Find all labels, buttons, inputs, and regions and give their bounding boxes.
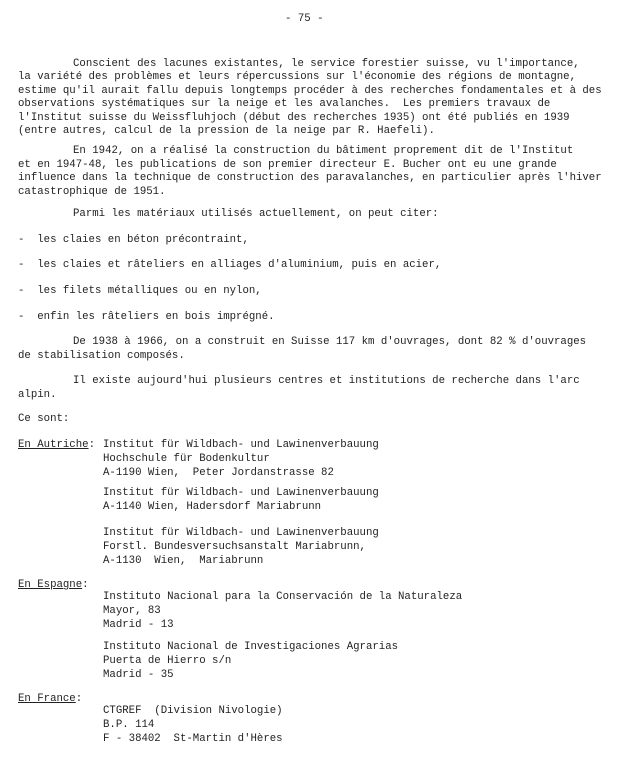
address-line: Instituto Nacional de Investigaciones Agrarias: [103, 641, 399, 653]
address-line: Institut für Wildbach- und Lawinenverbauung: [103, 487, 379, 499]
text-line: Il existe aujourd'hui plusieurs centres et institutions de recherche dans l'arc: [73, 375, 580, 387]
country-heading: [18, 439, 95, 451]
text-line: et en 1947-48, les publications de son premier directeur E. Bucher ont eu une grande: [18, 159, 557, 171]
colon: :: [82, 579, 89, 591]
address-line: F - 38402 St-Martin d'Hères: [103, 733, 283, 745]
address-line: Madrid - 35: [103, 669, 174, 681]
country-label: En Espagne: [18, 579, 83, 591]
text-line: estime qu'il aurait fallu depuis longtemps procéder à des recherches fondamentales et à des: [18, 85, 602, 97]
text-line: l'Institut suisse du Weissfluhjoch (début des recherches 1935) ont été publiés en 1939: [18, 112, 570, 124]
address-line: B.P. 114: [103, 719, 155, 731]
address-line: Forstl. Bundesversuchsanstalt Mariabrunn,: [103, 541, 366, 553]
text-line: En 1942, on a réalisé la construction du bâtiment proprement dit de l'Institut: [73, 145, 574, 157]
country-label: En France: [18, 693, 76, 705]
text-line: De 1938 à 1966, on a construit en Suisse 117 km d'ouvrages, dont 82 % d'ouvrages: [73, 336, 587, 348]
address-line: A-1130 Wien, Mariabrunn: [103, 555, 264, 567]
address-line: Hochschule für Bodenkultur: [103, 453, 270, 465]
text-line: influence dans la technique de construction des paravalanches, en particulier après l'hiver: [18, 172, 602, 184]
colon: :: [75, 693, 83, 705]
page-number: - 75 -: [285, 13, 324, 25]
address-line: CTGREF (Division Nivologie): [103, 705, 283, 717]
list-item: - les claies en béton précontraint,: [18, 234, 249, 246]
text-line: la variété des problèmes et leurs répercussions sur l'économie des régions de montagne,: [18, 71, 576, 83]
paragraph-3: Parmi les matériaux utilisés actuellement, on peut citer:: [73, 208, 439, 220]
address-line: Instituto Nacional para la Conservación de la Naturaleza: [103, 591, 463, 603]
list-item: - enfin les râteliers en bois imprégné.: [18, 311, 275, 323]
text-line: alpin.: [18, 389, 57, 401]
country-label: En Autriche: [18, 439, 89, 451]
text-line: (entre autres, calcul de la pression de la neige par R. Haefeli).: [18, 125, 435, 137]
text-line: de stabilisation composés.: [18, 350, 185, 362]
list-item: - les filets métalliques ou en nylon,: [18, 285, 262, 297]
address-line: A-1140 Wien, Hadersdorf Mariabrunn: [103, 501, 322, 513]
colon: :: [88, 439, 95, 451]
country-heading: [18, 579, 89, 591]
address-line: A-1190 Wien, Peter Jordanstrasse 82: [103, 467, 334, 479]
ce-sont-label: Ce sont:: [18, 413, 70, 425]
country-heading: [18, 693, 82, 705]
text-line: observations systématiques sur la neige et les avalanches. Les premiers travaux de: [18, 98, 551, 110]
address-line: Institut für Wildbach- und Lawinenverbauung: [103, 527, 379, 539]
address-line: Puerta de Hierro s/n: [103, 655, 232, 667]
address-line: Institut für Wildbach- und Lawinenverbauung: [103, 439, 379, 451]
text-line: Conscient des lacunes existantes, le service forestier suisse, vu l'importance,: [73, 58, 580, 70]
list-item: - les claies et râteliers en alliages d'aluminium, puis en acier,: [18, 259, 442, 271]
text-line: catastrophique de 1951.: [18, 186, 166, 198]
address-line: Mayor, 83: [103, 605, 161, 617]
address-line: Madrid - 13: [103, 619, 174, 631]
